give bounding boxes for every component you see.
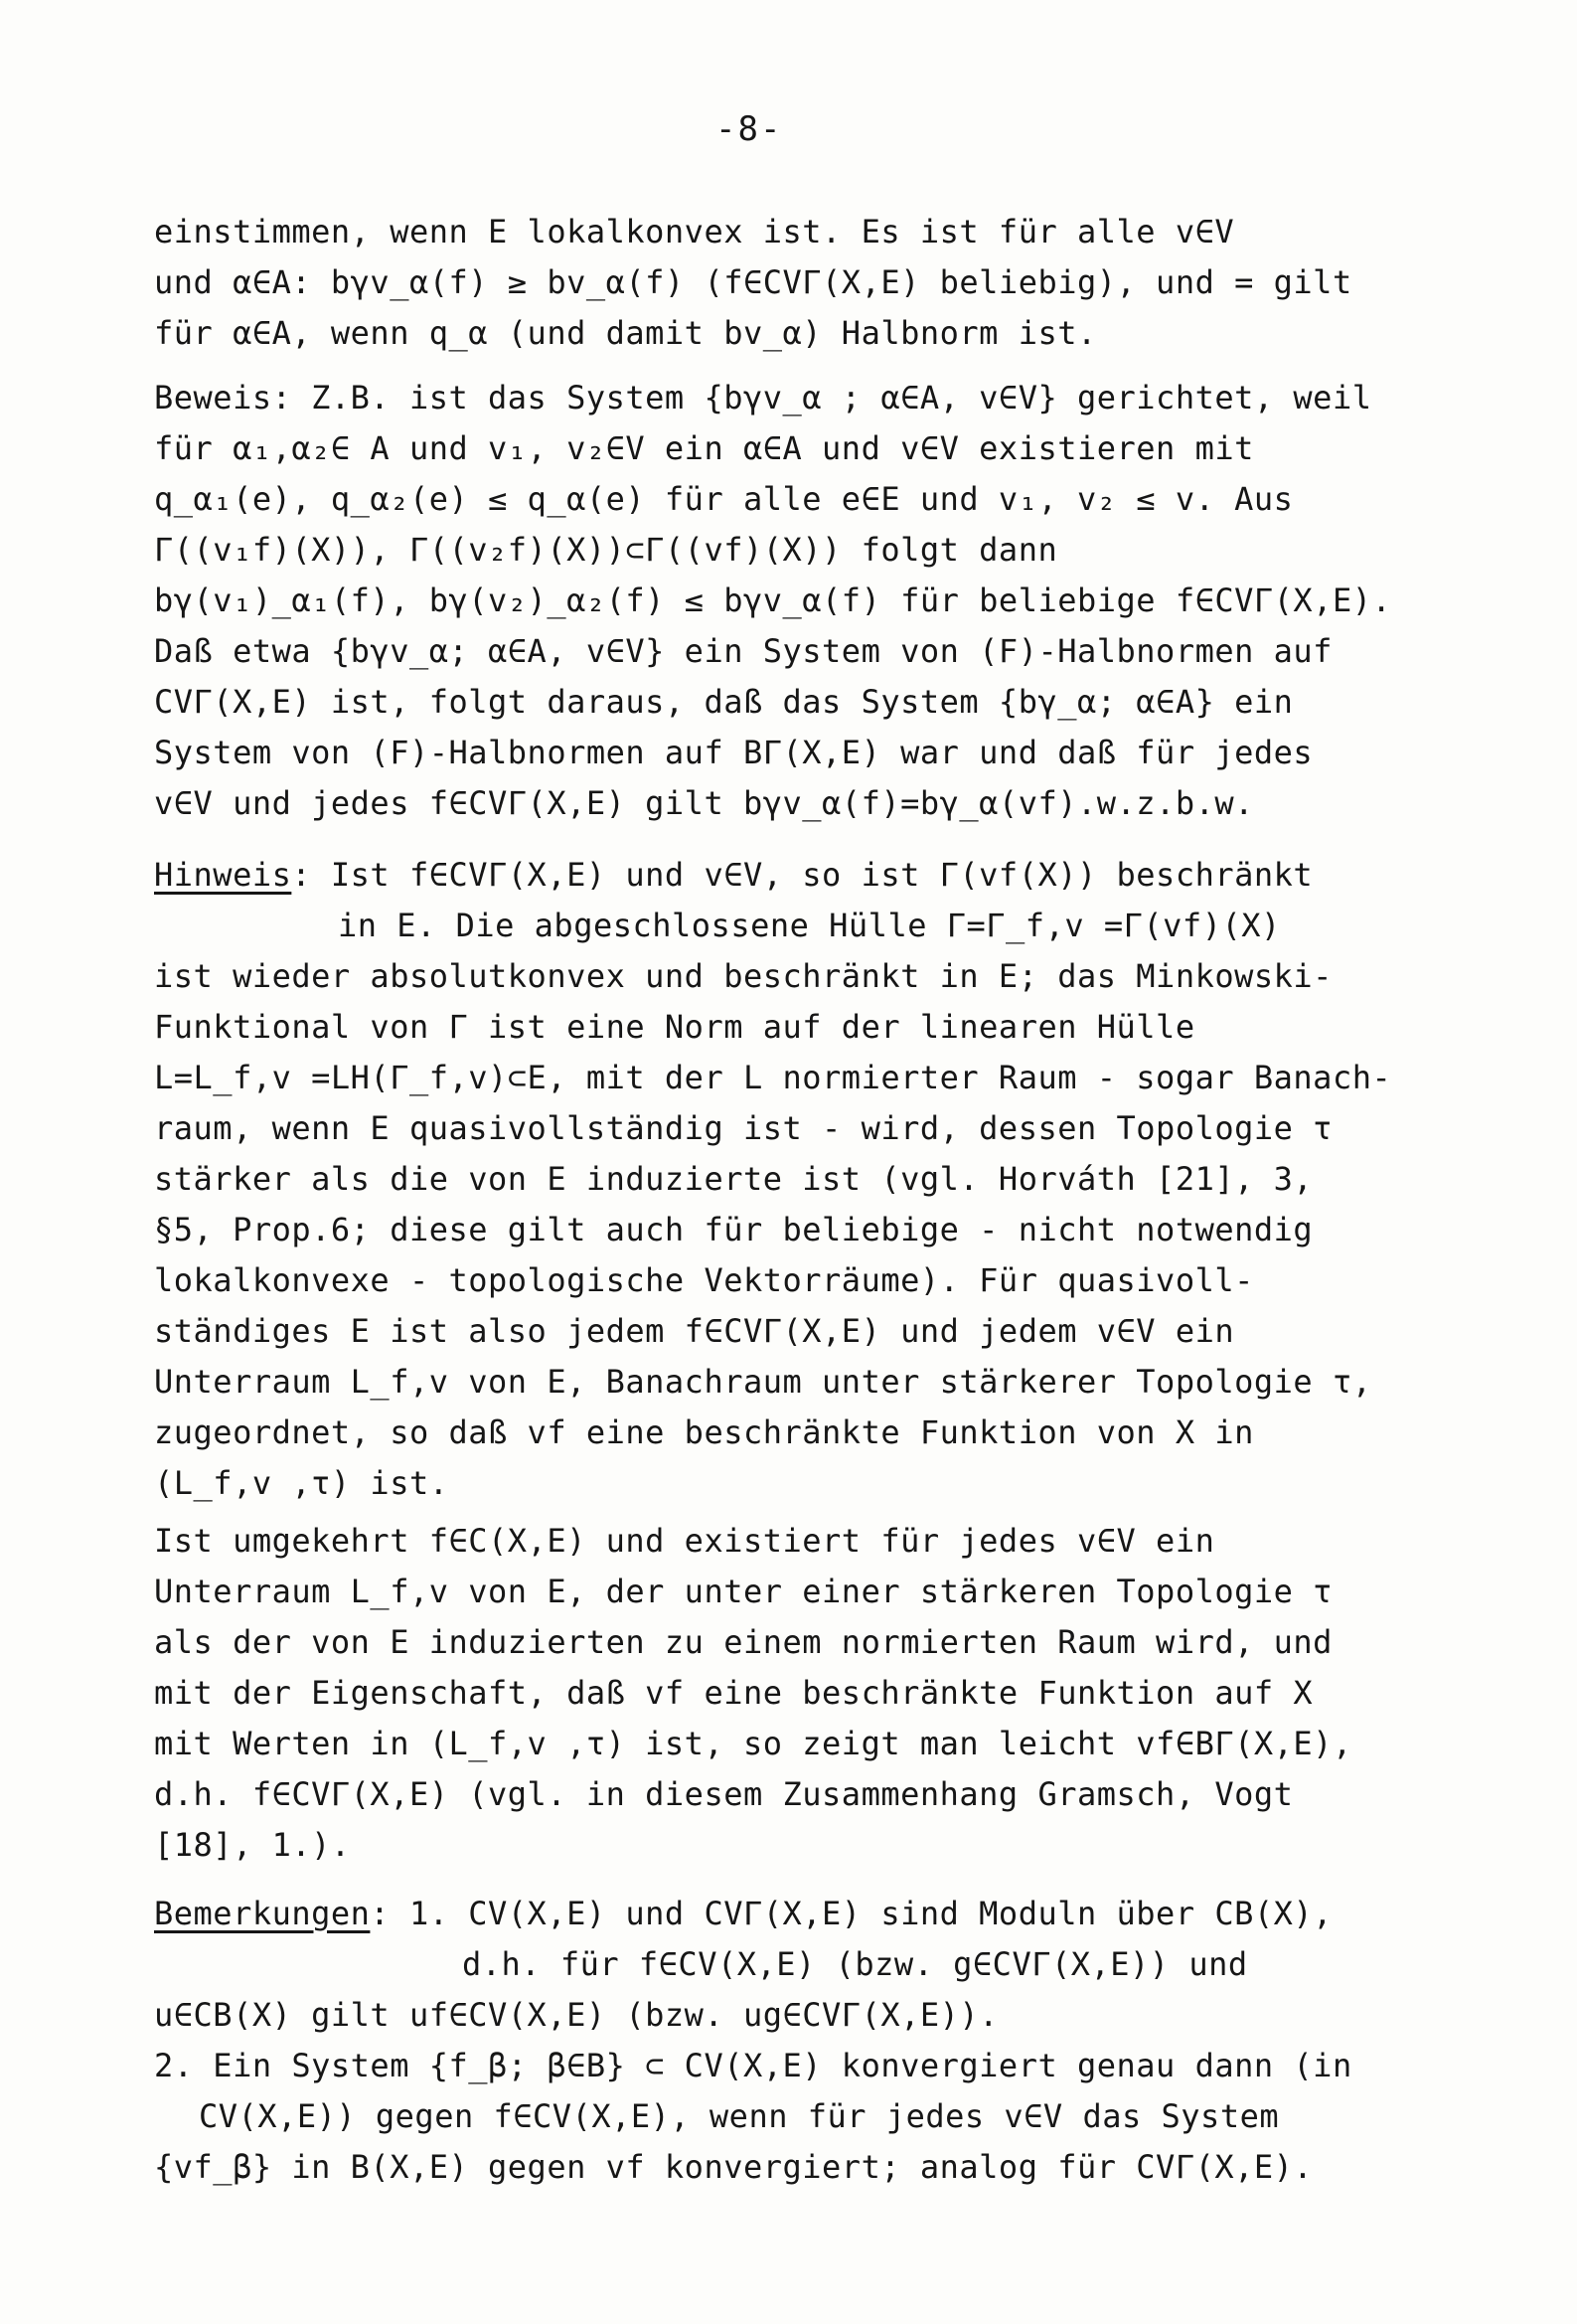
text-line: zugeordnet, so daß vf eine beschränkte Funktion von X in [154, 1413, 1254, 1451]
text-line: [18], 1.). [154, 1826, 351, 1864]
remarks-first-line: : 1. CV(X,E) und CVΓ(X,E) sind Moduln über CB(X), [370, 1895, 1333, 1932]
text-line: ständiges E ist also jedem f∈CVΓ(X,E) und jedem v∈V ein [154, 1312, 1235, 1350]
text-line: d.h. für f∈CV(X,E) (bzw. g∈CVΓ(X,E)) und [462, 1945, 1248, 1983]
text-line: d.h. f∈CVΓ(X,E) (vgl. in diesem Zusammenhang Gramsch, Vogt [154, 1775, 1294, 1813]
text-line: lokalkonvexe - topologische Vektorräume). Für quasivoll- [154, 1261, 1254, 1299]
text-line [154, 850, 1396, 901]
text-line: Unterraum L_f,v von E, Banachraum unter stärkerer Topologie τ, [154, 1363, 1372, 1401]
converse-paragraph [154, 1516, 1396, 1871]
text-line: CVΓ(X,E) ist, folgt daraus, daß das System {bγ_α; α∈A} ein [154, 683, 1294, 721]
text-line: einstimmen, wenn E lokalkonvex ist. Es ist für alle v∈V [154, 213, 1235, 250]
text-line: CV(X,E)) gegen f∈CV(X,E), wenn für jedes v∈V das System [199, 2097, 1280, 2135]
text-line [154, 1889, 1396, 1939]
text-line: Beweis: Z.B. ist das System {bγv_α ; α∈A, v∈V} gerichtet, weil [154, 379, 1372, 416]
hint-label: Hinweis [154, 856, 292, 894]
text-line: in E. Die abgeschlossene Hülle Γ=Γ_f,v =Γ(vf)(X) [338, 907, 1281, 944]
proof-paragraph [154, 373, 1396, 829]
text-line: und α∈A: bγv_α(f) ≥ bv_α(f) (f∈CVΓ(X,E) beliebig), und = gilt [154, 263, 1352, 301]
text-line: L=L_f,v =LH(Γ_f,v)⊂E, mit der L normierter Raum - sogar Banach- [154, 1059, 1392, 1096]
text-line: §5, Prop.6; diese gilt auch für beliebige - nicht notwendig [154, 1211, 1314, 1248]
hint-first-line: : Ist f∈CVΓ(X,E) und v∈V, so ist Γ(vf(X)) beschränkt [291, 856, 1314, 894]
text-line: v∈V und jedes f∈CVΓ(X,E) gilt bγv_α(f)=bγ_α(vf).w.z.b.w. [154, 784, 1254, 822]
text-line: u∈CB(X) gilt uf∈CV(X,E) (bzw. ug∈CVΓ(X,E)). [154, 1996, 999, 2034]
page-number: -8- [715, 109, 783, 149]
text-line: {vf_β} in B(X,E) gegen vf konvergiert; analog für CVΓ(X,E). [154, 2148, 1314, 2186]
text-line: für α₁,α₂∈ A und v₁, v₂∈V ein α∈A und v∈V existieren mit [154, 429, 1254, 467]
hint-paragraph [154, 850, 1396, 1509]
text-line: raum, wenn E quasivollständig ist - wird, dessen Topologie τ [154, 1109, 1333, 1147]
remarks-section [154, 1889, 1396, 2193]
text-line: Funktional von Γ ist eine Norm auf der linearen Hülle [154, 1008, 1195, 1046]
text-line: ist wieder absolutkonvex und beschränkt in E; das Minkowski- [154, 957, 1333, 995]
text-line: (L_f,v ,τ) ist. [154, 1464, 449, 1502]
text-line: als der von E induzierten zu einem normierten Raum wird, und [154, 1623, 1333, 1661]
text-line: q_α₁(e), q_α₂(e) ≤ q_α(e) für alle e∈E und v₁, v₂ ≤ v. Aus [154, 480, 1294, 518]
text-line: 2. Ein System {f_β; β∈B} ⊂ CV(X,E) konvergiert genau dann (in [154, 2047, 1352, 2084]
text-line: für α∈A, wenn q_α (und damit bv_α) Halbnorm ist. [154, 314, 1097, 352]
remarks-label: Bemerkungen [154, 1895, 371, 1932]
paragraph-intro [154, 207, 1396, 359]
text-line: Γ((v₁f)(X)), Γ((v₂f)(X))⊂Γ((vf)(X)) folgt dann [154, 531, 1058, 569]
text-line: Ist umgekehrt f∈C(X,E) und existiert für jedes v∈V ein [154, 1522, 1215, 1560]
text-line: bγ(v₁)_α₁(f), bγ(v₂)_α₂(f) ≤ bγv_α(f) für beliebige f∈CVΓ(X,E). [154, 581, 1392, 619]
text-line: stärker als die von E induzierte ist (vgl. Horváth [21], 3, [154, 1160, 1314, 1198]
text-line: System von (F)-Halbnormen auf BΓ(X,E) war und daß für jedes [154, 734, 1314, 771]
text-line: Daß etwa {bγv_α; α∈A, v∈V} ein System von (F)-Halbnormen auf [154, 632, 1333, 670]
text-line: mit Werten in (L_f,v ,τ) ist, so zeigt man leicht vf∈BΓ(X,E), [154, 1725, 1352, 1762]
text-line: Unterraum L_f,v von E, der unter einer stärkeren Topologie τ [154, 1573, 1333, 1610]
text-line: mit der Eigenschaft, daß vf eine beschränkte Funktion auf X [154, 1674, 1314, 1712]
